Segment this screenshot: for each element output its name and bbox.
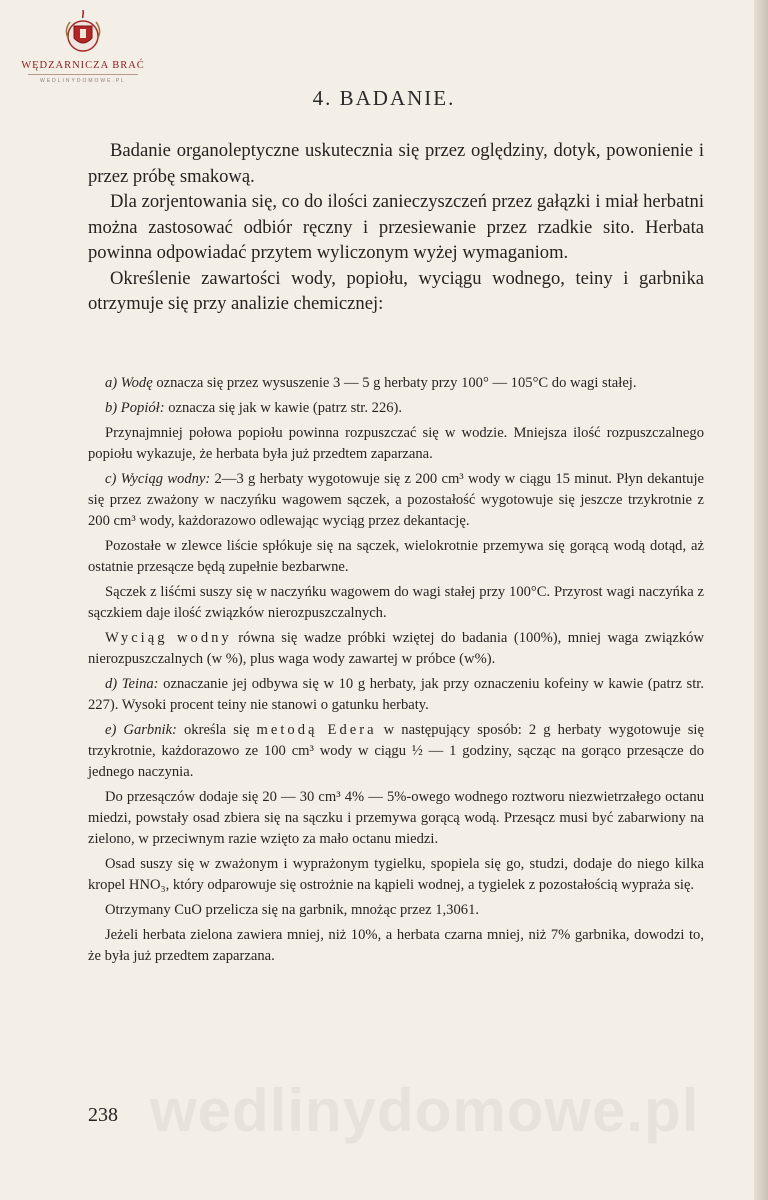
paragraph-extract-wash: Pozostałe w zlewce liście spłókuje się na sączek, wielokrotnie przemywa się gorącą wodą dotąd, aż ostatnie przesącze będą zupełnie bezbarwne. <box>88 538 704 575</box>
paragraph-tannin-cuo: Otrzymany CuO przelicza się na garbnik, mnożąc przez 1,3061. <box>105 902 480 918</box>
item-text: oznacza się jak w kawie (patrz str. 226). <box>164 400 403 416</box>
paragraph-tannin-conclusion: Jeżeli herbata zielona zawiera mniej, niż 10%, a herbata czarna mniej, niż 7% garbnika, dowodzi to, że była już przedtem zaparzana. <box>88 927 704 964</box>
paragraph-extract <box>88 469 704 532</box>
watermark: wedlinydomowe.pl <box>150 1077 700 1144</box>
intro-paragraph: Określenie zawartości wody, popiołu, wyciągu wodnego, teiny i garbnika otrzymuje się przy analizie chemicznej: <box>88 267 704 314</box>
paragraph-water <box>88 373 704 394</box>
crest-icon <box>62 8 104 54</box>
paragraph-ash <box>88 398 704 419</box>
paragraph-theine <box>88 674 704 716</box>
paragraph-tannin-crucible: Osad suszy się w zważonym i wyprażonym tygielku, spopiela się go, studzi, dodaje do niego kilka kropel HNO₃, który odparowuje się ostrożnie na kąpieli wodnej, a tygielek z pozostałością wypraża się. <box>88 856 704 893</box>
intro-paragraph: Badanie organoleptyczne uskutecznia się przez oględziny, dotyk, powonienie i przez próbę smakową. <box>88 140 704 187</box>
item-label: c) Wyciąg wodny: <box>105 471 211 487</box>
intro-section <box>88 138 704 317</box>
site-logo[interactable] <box>18 8 148 84</box>
item-label: d) Teina: <box>105 676 159 692</box>
section-heading: 4. BADANIE. <box>312 86 456 110</box>
paragraph-tannin <box>88 720 704 783</box>
paragraph-ash-note: Przynajmniej połowa popiołu powinna rozpuszczać się w wodzie. Mniejsza ilość rozpuszczalnego popiołu wykazuje, że herbata była już przedtem zaparzana. <box>88 425 704 462</box>
item-text: 2—3 g herbaty wygotowuje się z 200 cm³ wody w ciągu 15 minut. Płyn dekantuje się przez zważony w naczyńku wagowem sączek, a pozostałość wygotowuje się jeszcze trzykrotnie z 200 cm³ wody, każdorazowo odlewając wyciąg przez dekantację. <box>88 471 704 529</box>
spaced-term: Wyciąg wodny <box>105 630 232 646</box>
spaced-term: metodą Edera <box>256 722 377 738</box>
paragraph-tannin-filtrate: Do przesączów dodaje się 20 — 30 cm³ 4% — 5%-owego wodnego roztworu niezwietrzałego octanu miedzi, powstały osad zbiera się na sączku i przemywa gorącą wodą. Przesącz musi być zabarwiony na zielono, w przeciwnym razie wzięto za mało octanu miedzi. <box>88 789 704 847</box>
item-text: równa się wadze próbki wziętej do badania (100%), mniej waga związków nierozpuszczalnych (w %), plus waga wody zawartej w próbce (w%). <box>88 630 704 667</box>
page-edge <box>754 0 768 1200</box>
logo-divider <box>28 74 138 75</box>
page-number: 238 <box>88 1104 118 1126</box>
logo-url: WEDLINYDOMOWE.PL <box>40 78 126 84</box>
item-text: określa się <box>176 722 257 738</box>
intro-paragraph: Dla zorjentowania się, co do ilości zanieczyszczeń przez gałązki i miał herbatni można zastosować odbiór ręczny i przesiewanie przez rzadkie sito. Herbata powinna odpowiadać przytem wyliczonym wyżej wymaganiom. <box>88 191 704 263</box>
item-label: a) Wodę <box>105 375 153 391</box>
paragraph-extract-dry: Sączek z liśćmi suszy się w naczyńku wagowem do wagi stałej przy 100°C. Przyrost wagi naczyńka z sączkiem daje ilość związków nierozpuszczalnych. <box>88 584 704 621</box>
item-text: oznaczanie jej odbywa się w 10 g herbaty, jak przy oznaczeniu kofeiny w kawie (patrz str. 227). Wysoki procent teiny nie stanowi o gatunku herbaty. <box>88 676 704 713</box>
body-text <box>88 373 704 971</box>
logo-name: WĘDZARNICZA BRAĆ <box>21 60 145 71</box>
paragraph-extract-calc <box>88 628 704 670</box>
item-label: b) Popiół: <box>105 400 165 416</box>
item-label: e) Garbnik: <box>105 722 177 738</box>
item-text: w następujący sposób: 2 g herbaty wygotowuje się trzykrotnie, każdorazowo ze 100 cm³ wody w ciągu ½ — 1 godziny, sącząc na gorąco przesącze do jednego naczynia. <box>88 722 704 780</box>
item-text: oznacza się przez wysuszenie 3 — 5 g herbaty przy 100° — 105°C do wagi stałej. <box>152 375 637 391</box>
